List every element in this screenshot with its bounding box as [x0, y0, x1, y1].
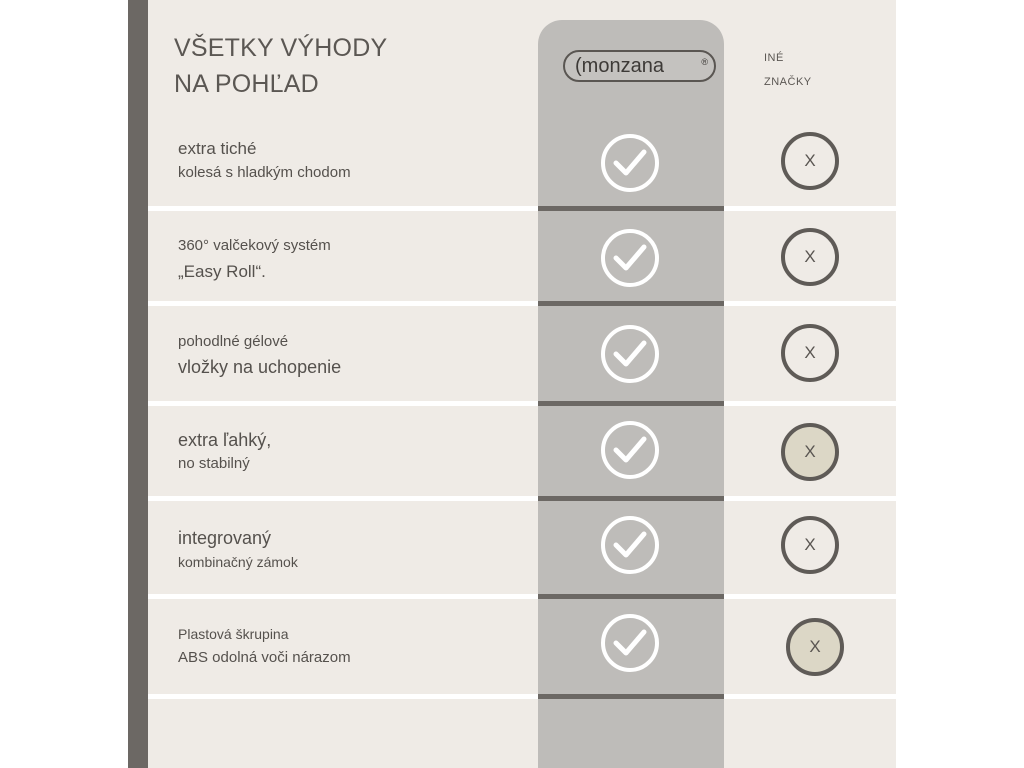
column-divider	[538, 301, 724, 306]
x-circle-icon: X	[786, 618, 844, 676]
registered-mark: ®	[701, 57, 708, 67]
other-brands-label-line-2: ZNAČKY	[764, 76, 812, 88]
feature-title: integrovaný	[178, 528, 272, 548]
row-divider	[148, 301, 896, 306]
feature-subtitle: ABS odolná voči nárazom	[178, 649, 351, 666]
other-brands-label-line-1: INÉ	[764, 52, 784, 64]
feature-row-1	[178, 138, 351, 184]
feature-row-6	[178, 624, 351, 668]
row-divider	[148, 594, 896, 599]
feature-subtitle: kombinačný zámok	[178, 554, 298, 570]
check-circle-icon	[601, 229, 659, 287]
x-circle-icon: X	[781, 132, 839, 190]
feature-title: pohodlné gélové	[178, 333, 289, 350]
x-circle-icon: X	[781, 228, 839, 286]
column-divider	[538, 206, 724, 211]
title-line-1: VŠETKY VÝHODY	[174, 34, 388, 62]
feature-title: extra tiché	[178, 139, 257, 158]
brand-name: (monzana	[575, 55, 664, 77]
feature-subtitle: „Easy Roll“.	[178, 262, 266, 281]
check-circle-icon	[601, 325, 659, 383]
page-title	[174, 30, 387, 102]
left-accent-bar	[128, 0, 148, 768]
check-circle-icon	[601, 614, 659, 672]
x-circle-icon: X	[781, 516, 839, 574]
x-circle-icon: X	[781, 423, 839, 481]
feature-subtitle: kolesá s hladkým chodom	[178, 164, 351, 181]
row-divider	[148, 694, 896, 699]
check-circle-icon	[601, 134, 659, 192]
column-divider	[538, 496, 724, 501]
title-line-2: NA POHĽAD	[174, 70, 319, 98]
column-divider	[538, 401, 724, 406]
monzana-logo	[563, 50, 716, 82]
row-divider	[148, 206, 896, 211]
feature-row-4	[178, 428, 271, 474]
check-circle-icon	[601, 516, 659, 574]
check-circle-icon	[601, 421, 659, 479]
feature-title: 360° valčekový systém	[178, 237, 331, 254]
feature-row-5	[178, 526, 298, 572]
feature-row-2	[178, 235, 331, 283]
feature-subtitle: no stabilný	[178, 455, 250, 472]
row-divider	[148, 401, 896, 406]
feature-title: Plastová škrupina	[178, 626, 289, 642]
x-circle-icon: X	[781, 324, 839, 382]
feature-subtitle: vložky na uchopenie	[178, 357, 342, 377]
row-divider	[148, 496, 896, 501]
column-divider	[538, 594, 724, 599]
feature-title: extra ľahký,	[178, 430, 272, 450]
feature-row-3	[178, 331, 341, 379]
column-divider	[538, 694, 724, 699]
